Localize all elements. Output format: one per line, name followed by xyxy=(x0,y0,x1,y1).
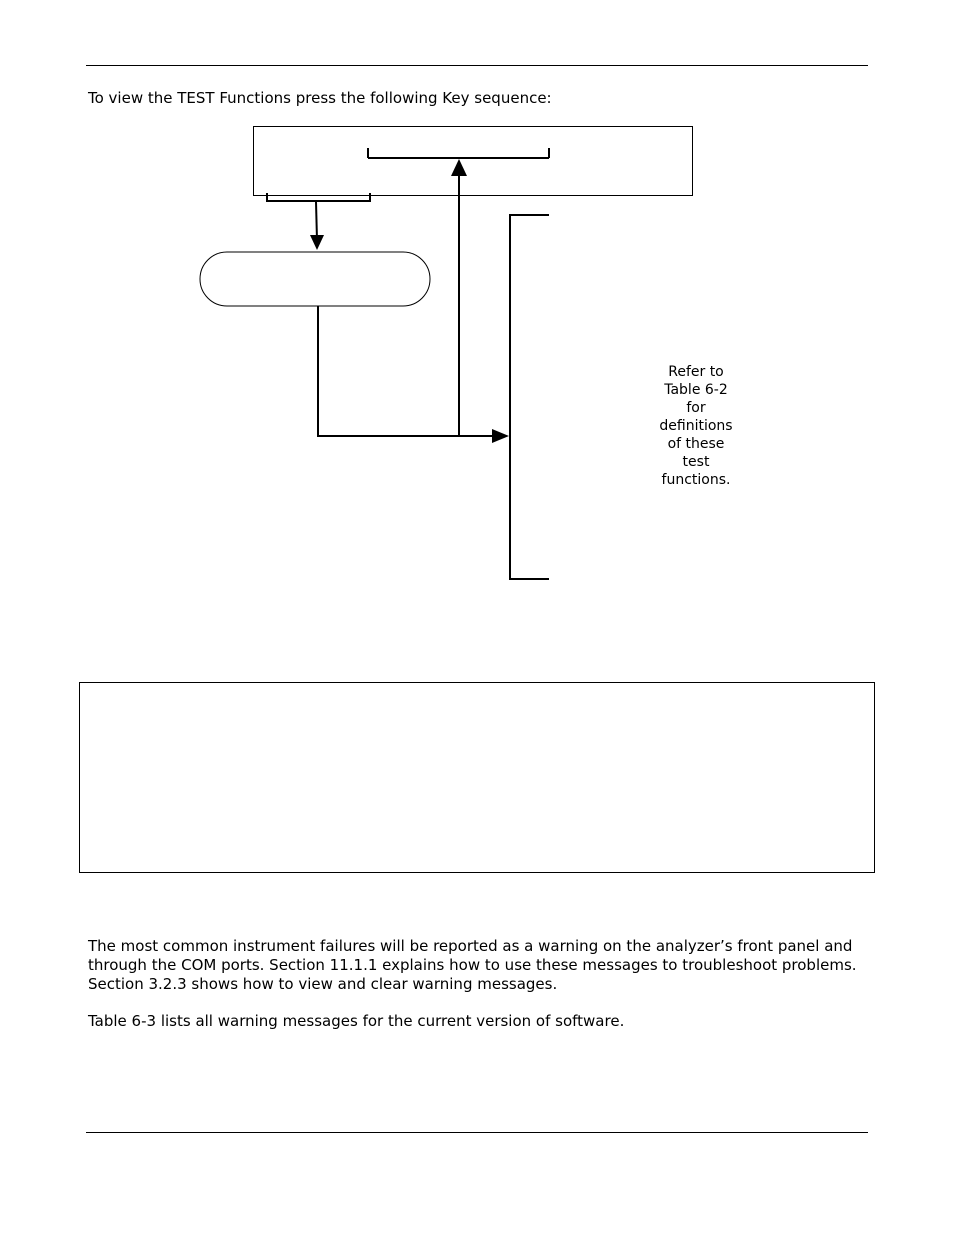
display-field-bracket xyxy=(368,148,549,158)
refer-note-line: Refer to xyxy=(668,364,724,380)
arrow-to-key-head xyxy=(310,235,324,250)
flow-arrow-to-list-head xyxy=(492,429,509,443)
refer-note-line: for xyxy=(686,400,706,416)
refer-note-line: test xyxy=(682,454,710,470)
note-box xyxy=(79,682,875,873)
refer-note-line: of these xyxy=(667,436,725,452)
flow-arrow-to-display-head xyxy=(451,159,467,176)
warnings-paragraph: The most common instrument failures will be reported as a warning on the analyzer’s front panel and through the COM ports. Section 11.1.1 explains how to use these messages to troubleshoot problems. Section 3.2.3 shows how to view and clear warning messages. xyxy=(88,937,857,993)
key-button-shape xyxy=(200,252,430,306)
warnings-paragraph: Table 6-3 lists all warning messages for the current version of software. xyxy=(88,1012,625,1030)
flow-line-to-list xyxy=(318,306,495,436)
refer-note-line: functions. xyxy=(661,472,731,488)
test-list-bracket xyxy=(510,215,549,579)
front-panel-display-box xyxy=(254,127,693,196)
key-bracket xyxy=(267,193,370,201)
intro-sentence: To view the TEST Functions press the following Key sequence: xyxy=(88,89,552,107)
warnings-section xyxy=(88,937,868,1031)
refer-note xyxy=(652,363,740,489)
refer-note-line: Table 6-2 xyxy=(664,382,728,398)
footer-rule xyxy=(86,1132,868,1133)
arrow-to-key xyxy=(316,202,317,240)
refer-note-line: definitions xyxy=(659,418,733,434)
